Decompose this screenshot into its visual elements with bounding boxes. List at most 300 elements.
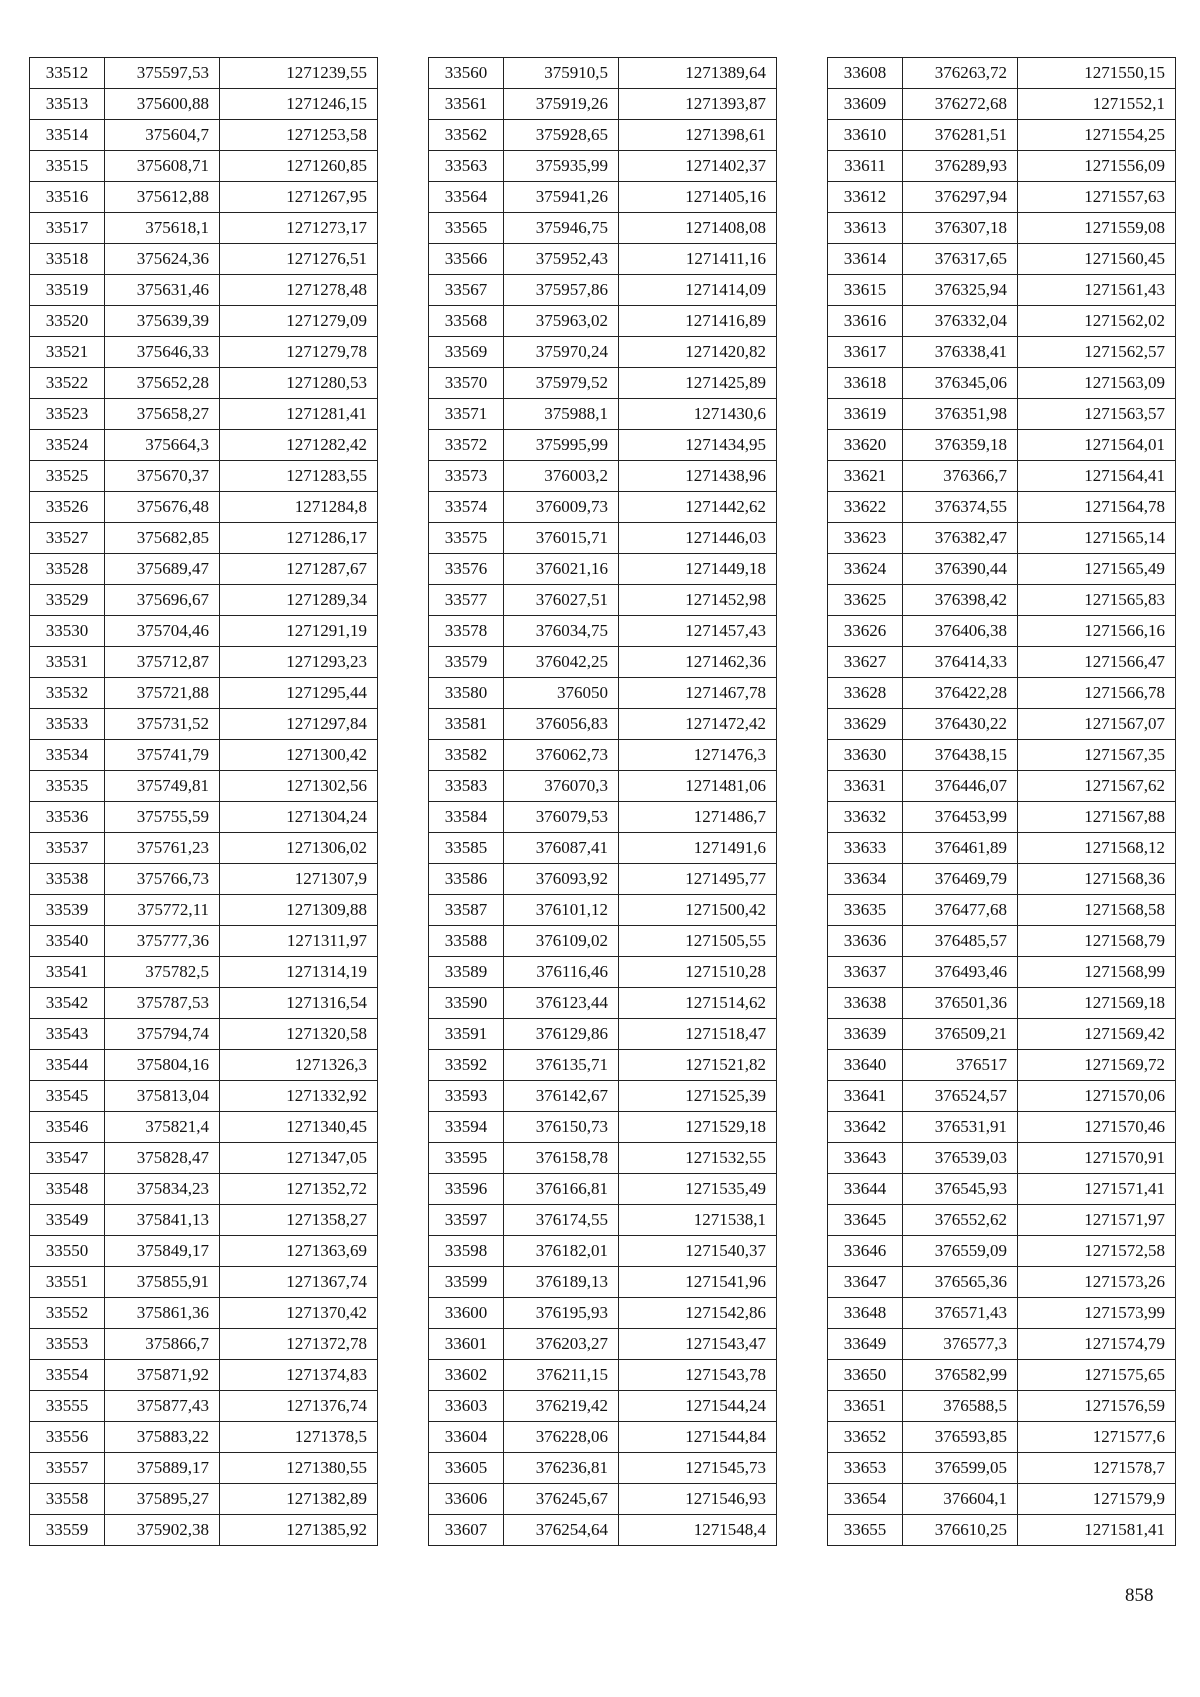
point-number-cell: 33615 <box>828 275 903 306</box>
table-row <box>429 1515 777 1546</box>
point-number-cell: 33646 <box>828 1236 903 1267</box>
table-row <box>429 1329 777 1360</box>
x-coordinate-cell: 375612,88 <box>105 182 220 213</box>
table-row <box>30 1081 378 1112</box>
x-coordinate-cell: 375731,52 <box>105 709 220 740</box>
x-coordinate-cell: 375813,04 <box>105 1081 220 1112</box>
x-coordinate-cell: 376565,36 <box>903 1267 1018 1298</box>
x-coordinate-cell: 375849,17 <box>105 1236 220 1267</box>
x-coordinate-cell: 375658,27 <box>105 399 220 430</box>
y-coordinate-cell: 1271311,97 <box>220 926 378 957</box>
point-number-cell: 33514 <box>30 120 105 151</box>
y-coordinate-cell: 1271358,27 <box>220 1205 378 1236</box>
y-coordinate-cell: 1271405,16 <box>619 182 777 213</box>
table-row <box>429 1050 777 1081</box>
point-number-cell: 33636 <box>828 926 903 957</box>
y-coordinate-cell: 1271347,05 <box>220 1143 378 1174</box>
y-coordinate-cell: 1271535,49 <box>619 1174 777 1205</box>
x-coordinate-cell: 376599,05 <box>903 1453 1018 1484</box>
table-row <box>429 678 777 709</box>
x-coordinate-cell: 376021,16 <box>504 554 619 585</box>
table-row <box>429 926 777 957</box>
point-number-cell: 33598 <box>429 1236 504 1267</box>
table-row <box>828 1019 1176 1050</box>
point-number-cell: 33562 <box>429 120 504 151</box>
point-number-cell: 33593 <box>429 1081 504 1112</box>
table-row <box>828 585 1176 616</box>
table-row <box>30 1050 378 1081</box>
y-coordinate-cell: 1271398,61 <box>619 120 777 151</box>
point-number-cell: 33559 <box>30 1515 105 1546</box>
table-row <box>30 1019 378 1050</box>
point-number-cell: 33565 <box>429 213 504 244</box>
point-number-cell: 33516 <box>30 182 105 213</box>
y-coordinate-cell: 1271253,58 <box>220 120 378 151</box>
table-row <box>30 182 378 213</box>
point-number-cell: 33574 <box>429 492 504 523</box>
x-coordinate-cell: 376245,67 <box>504 1484 619 1515</box>
point-number-cell: 33594 <box>429 1112 504 1143</box>
point-number-cell: 33561 <box>429 89 504 120</box>
coordinate-table-2 <box>428 57 777 1546</box>
point-number-cell: 33599 <box>429 1267 504 1298</box>
x-coordinate-cell: 376571,43 <box>903 1298 1018 1329</box>
table-row <box>828 926 1176 957</box>
x-coordinate-cell: 376317,65 <box>903 244 1018 275</box>
x-coordinate-cell: 375782,5 <box>105 957 220 988</box>
x-coordinate-cell: 375639,39 <box>105 306 220 337</box>
x-coordinate-cell: 375696,67 <box>105 585 220 616</box>
table-row <box>30 1112 378 1143</box>
y-coordinate-cell: 1271571,97 <box>1018 1205 1176 1236</box>
point-number-cell: 33611 <box>828 151 903 182</box>
point-number-cell: 33522 <box>30 368 105 399</box>
table-row <box>429 616 777 647</box>
table-row <box>30 1298 378 1329</box>
table-row <box>828 368 1176 399</box>
table-row <box>30 802 378 833</box>
table-row <box>828 1391 1176 1422</box>
x-coordinate-cell: 375749,81 <box>105 771 220 802</box>
table-row <box>429 864 777 895</box>
point-number-cell: 33627 <box>828 647 903 678</box>
table-row <box>30 1360 378 1391</box>
point-number-cell: 33519 <box>30 275 105 306</box>
point-number-cell: 33647 <box>828 1267 903 1298</box>
y-coordinate-cell: 1271300,42 <box>220 740 378 771</box>
y-coordinate-cell: 1271581,41 <box>1018 1515 1176 1546</box>
table-row <box>30 89 378 120</box>
x-coordinate-cell: 376351,98 <box>903 399 1018 430</box>
y-coordinate-cell: 1271495,77 <box>619 864 777 895</box>
x-coordinate-cell: 376446,07 <box>903 771 1018 802</box>
point-number-cell: 33600 <box>429 1298 504 1329</box>
point-number-cell: 33648 <box>828 1298 903 1329</box>
x-coordinate-cell: 375787,53 <box>105 988 220 1019</box>
point-number-cell: 33645 <box>828 1205 903 1236</box>
y-coordinate-cell: 1271563,09 <box>1018 368 1176 399</box>
y-coordinate-cell: 1271562,02 <box>1018 306 1176 337</box>
x-coordinate-cell: 376101,12 <box>504 895 619 926</box>
x-coordinate-cell: 375910,5 <box>504 58 619 89</box>
point-number-cell: 33621 <box>828 461 903 492</box>
point-number-cell: 33569 <box>429 337 504 368</box>
y-coordinate-cell: 1271570,06 <box>1018 1081 1176 1112</box>
y-coordinate-cell: 1271452,98 <box>619 585 777 616</box>
table-row <box>828 895 1176 926</box>
point-number-cell: 33560 <box>429 58 504 89</box>
y-coordinate-cell: 1271562,57 <box>1018 337 1176 368</box>
x-coordinate-cell: 375946,75 <box>504 213 619 244</box>
y-coordinate-cell: 1271568,12 <box>1018 833 1176 864</box>
table-row <box>828 461 1176 492</box>
point-number-cell: 33633 <box>828 833 903 864</box>
y-coordinate-cell: 1271287,67 <box>220 554 378 585</box>
table-row <box>828 709 1176 740</box>
y-coordinate-cell: 1271561,43 <box>1018 275 1176 306</box>
x-coordinate-cell: 375861,36 <box>105 1298 220 1329</box>
table-row <box>828 1174 1176 1205</box>
x-coordinate-cell: 375979,52 <box>504 368 619 399</box>
y-coordinate-cell: 1271385,92 <box>220 1515 378 1546</box>
point-number-cell: 33512 <box>30 58 105 89</box>
table-row <box>30 1515 378 1546</box>
table-row <box>828 244 1176 275</box>
x-coordinate-cell: 376539,03 <box>903 1143 1018 1174</box>
y-coordinate-cell: 1271280,53 <box>220 368 378 399</box>
table-row <box>30 1329 378 1360</box>
point-number-cell: 33567 <box>429 275 504 306</box>
table-row <box>30 306 378 337</box>
table-row <box>429 1174 777 1205</box>
x-coordinate-cell: 376062,73 <box>504 740 619 771</box>
y-coordinate-cell: 1271529,18 <box>619 1112 777 1143</box>
y-coordinate-cell: 1271579,9 <box>1018 1484 1176 1515</box>
x-coordinate-cell: 376150,73 <box>504 1112 619 1143</box>
x-coordinate-cell: 376509,21 <box>903 1019 1018 1050</box>
table-row <box>429 647 777 678</box>
table-row <box>429 1236 777 1267</box>
table-row <box>828 213 1176 244</box>
point-number-cell: 33605 <box>429 1453 504 1484</box>
y-coordinate-cell: 1271284,8 <box>220 492 378 523</box>
table-row <box>30 833 378 864</box>
x-coordinate-cell: 375618,1 <box>105 213 220 244</box>
x-coordinate-cell: 376009,73 <box>504 492 619 523</box>
x-coordinate-cell: 375841,13 <box>105 1205 220 1236</box>
y-coordinate-cell: 1271550,15 <box>1018 58 1176 89</box>
table-row <box>429 523 777 554</box>
point-number-cell: 33613 <box>828 213 903 244</box>
point-number-cell: 33536 <box>30 802 105 833</box>
x-coordinate-cell: 376236,81 <box>504 1453 619 1484</box>
y-coordinate-cell: 1271273,17 <box>220 213 378 244</box>
x-coordinate-cell: 376015,71 <box>504 523 619 554</box>
x-coordinate-cell: 375600,88 <box>105 89 220 120</box>
table-row <box>828 616 1176 647</box>
y-coordinate-cell: 1271544,84 <box>619 1422 777 1453</box>
point-number-cell: 33603 <box>429 1391 504 1422</box>
table-row <box>429 151 777 182</box>
x-coordinate-cell: 376203,27 <box>504 1329 619 1360</box>
point-number-cell: 33526 <box>30 492 105 523</box>
table-row <box>828 1112 1176 1143</box>
x-coordinate-cell: 375761,23 <box>105 833 220 864</box>
table-row <box>828 430 1176 461</box>
table-row <box>828 58 1176 89</box>
y-coordinate-cell: 1271306,02 <box>220 833 378 864</box>
y-coordinate-cell: 1271367,74 <box>220 1267 378 1298</box>
table-row <box>429 585 777 616</box>
y-coordinate-cell: 1271382,89 <box>220 1484 378 1515</box>
x-coordinate-cell: 376129,86 <box>504 1019 619 1050</box>
y-coordinate-cell: 1271560,45 <box>1018 244 1176 275</box>
table-row <box>828 1453 1176 1484</box>
point-number-cell: 33535 <box>30 771 105 802</box>
y-coordinate-cell: 1271569,18 <box>1018 988 1176 1019</box>
y-coordinate-cell: 1271576,59 <box>1018 1391 1176 1422</box>
point-number-cell: 33545 <box>30 1081 105 1112</box>
x-coordinate-cell: 376079,53 <box>504 802 619 833</box>
point-number-cell: 33610 <box>828 120 903 151</box>
y-coordinate-cell: 1271481,06 <box>619 771 777 802</box>
y-coordinate-cell: 1271573,99 <box>1018 1298 1176 1329</box>
x-coordinate-cell: 376485,57 <box>903 926 1018 957</box>
x-coordinate-cell: 376517 <box>903 1050 1018 1081</box>
point-number-cell: 33578 <box>429 616 504 647</box>
table-row <box>828 957 1176 988</box>
x-coordinate-cell: 376406,38 <box>903 616 1018 647</box>
table-row <box>828 833 1176 864</box>
table-row <box>429 430 777 461</box>
point-number-cell: 33542 <box>30 988 105 1019</box>
point-number-cell: 33639 <box>828 1019 903 1050</box>
y-coordinate-cell: 1271425,89 <box>619 368 777 399</box>
x-coordinate-cell: 375988,1 <box>504 399 619 430</box>
table-row <box>828 120 1176 151</box>
point-number-cell: 33653 <box>828 1453 903 1484</box>
point-number-cell: 33628 <box>828 678 903 709</box>
y-coordinate-cell: 1271304,24 <box>220 802 378 833</box>
x-coordinate-cell: 375871,92 <box>105 1360 220 1391</box>
y-coordinate-cell: 1271540,37 <box>619 1236 777 1267</box>
point-number-cell: 33570 <box>429 368 504 399</box>
table-row <box>828 1081 1176 1112</box>
point-number-cell: 33635 <box>828 895 903 926</box>
table-row <box>828 1484 1176 1515</box>
y-coordinate-cell: 1271307,9 <box>220 864 378 895</box>
point-number-cell: 33517 <box>30 213 105 244</box>
x-coordinate-cell: 376453,99 <box>903 802 1018 833</box>
y-coordinate-cell: 1271283,55 <box>220 461 378 492</box>
x-coordinate-cell: 375755,59 <box>105 802 220 833</box>
y-coordinate-cell: 1271552,1 <box>1018 89 1176 120</box>
y-coordinate-cell: 1271476,3 <box>619 740 777 771</box>
table-row <box>30 771 378 802</box>
y-coordinate-cell: 1271571,41 <box>1018 1174 1176 1205</box>
point-number-cell: 33602 <box>429 1360 504 1391</box>
table-row <box>828 182 1176 213</box>
x-coordinate-cell: 375712,87 <box>105 647 220 678</box>
table-row <box>429 554 777 585</box>
point-number-cell: 33518 <box>30 244 105 275</box>
point-number-cell: 33577 <box>429 585 504 616</box>
point-number-cell: 33589 <box>429 957 504 988</box>
table-row <box>429 802 777 833</box>
table-row <box>30 1484 378 1515</box>
point-number-cell: 33520 <box>30 306 105 337</box>
point-number-cell: 33601 <box>429 1329 504 1360</box>
y-coordinate-cell: 1271276,51 <box>220 244 378 275</box>
x-coordinate-cell: 375682,85 <box>105 523 220 554</box>
point-number-cell: 33638 <box>828 988 903 1019</box>
x-coordinate-cell: 376254,64 <box>504 1515 619 1546</box>
y-coordinate-cell: 1271486,7 <box>619 802 777 833</box>
y-coordinate-cell: 1271573,26 <box>1018 1267 1176 1298</box>
point-number-cell: 33548 <box>30 1174 105 1205</box>
x-coordinate-cell: 375928,65 <box>504 120 619 151</box>
point-number-cell: 33591 <box>429 1019 504 1050</box>
x-coordinate-cell: 375646,33 <box>105 337 220 368</box>
x-coordinate-cell: 376297,94 <box>903 182 1018 213</box>
x-coordinate-cell: 376593,85 <box>903 1422 1018 1453</box>
y-coordinate-cell: 1271572,58 <box>1018 1236 1176 1267</box>
point-number-cell: 33642 <box>828 1112 903 1143</box>
y-coordinate-cell: 1271309,88 <box>220 895 378 926</box>
y-coordinate-cell: 1271457,43 <box>619 616 777 647</box>
point-number-cell: 33634 <box>828 864 903 895</box>
x-coordinate-cell: 375970,24 <box>504 337 619 368</box>
x-coordinate-cell: 376263,72 <box>903 58 1018 89</box>
y-coordinate-cell: 1271326,3 <box>220 1050 378 1081</box>
point-number-cell: 33637 <box>828 957 903 988</box>
table-row <box>30 1267 378 1298</box>
y-coordinate-cell: 1271467,78 <box>619 678 777 709</box>
table-row <box>429 213 777 244</box>
point-number-cell: 33629 <box>828 709 903 740</box>
point-number-cell: 33609 <box>828 89 903 120</box>
table-row <box>429 1298 777 1329</box>
table-row <box>429 1267 777 1298</box>
x-coordinate-cell: 375664,3 <box>105 430 220 461</box>
table-row <box>30 461 378 492</box>
point-number-cell: 33515 <box>30 151 105 182</box>
y-coordinate-cell: 1271393,87 <box>619 89 777 120</box>
x-coordinate-cell: 376093,92 <box>504 864 619 895</box>
x-coordinate-cell: 376070,3 <box>504 771 619 802</box>
table-row <box>828 399 1176 430</box>
table-row <box>30 523 378 554</box>
point-number-cell: 33608 <box>828 58 903 89</box>
y-coordinate-cell: 1271521,82 <box>619 1050 777 1081</box>
y-coordinate-cell: 1271538,1 <box>619 1205 777 1236</box>
point-number-cell: 33525 <box>30 461 105 492</box>
x-coordinate-cell: 375772,11 <box>105 895 220 926</box>
point-number-cell: 33524 <box>30 430 105 461</box>
x-coordinate-cell: 375624,36 <box>105 244 220 275</box>
y-coordinate-cell: 1271293,23 <box>220 647 378 678</box>
table-row <box>30 213 378 244</box>
table-row <box>828 492 1176 523</box>
table-row <box>30 895 378 926</box>
x-coordinate-cell: 375866,7 <box>105 1329 220 1360</box>
table-row <box>429 1081 777 1112</box>
point-number-cell: 33513 <box>30 89 105 120</box>
x-coordinate-cell: 376382,47 <box>903 523 1018 554</box>
y-coordinate-cell: 1271286,17 <box>220 523 378 554</box>
point-number-cell: 33557 <box>30 1453 105 1484</box>
table-row <box>828 1360 1176 1391</box>
x-coordinate-cell: 375670,37 <box>105 461 220 492</box>
y-coordinate-cell: 1271570,91 <box>1018 1143 1176 1174</box>
x-coordinate-cell: 375676,48 <box>105 492 220 523</box>
table-row <box>30 1174 378 1205</box>
table-row <box>828 864 1176 895</box>
y-coordinate-cell: 1271557,63 <box>1018 182 1176 213</box>
point-number-cell: 33586 <box>429 864 504 895</box>
point-number-cell: 33625 <box>828 585 903 616</box>
x-coordinate-cell: 376123,44 <box>504 988 619 1019</box>
y-coordinate-cell: 1271554,25 <box>1018 120 1176 151</box>
x-coordinate-cell: 376366,7 <box>903 461 1018 492</box>
point-number-cell: 33587 <box>429 895 504 926</box>
y-coordinate-cell: 1271380,55 <box>220 1453 378 1484</box>
y-coordinate-cell: 1271402,37 <box>619 151 777 182</box>
point-number-cell: 33550 <box>30 1236 105 1267</box>
table-row <box>429 1360 777 1391</box>
point-number-cell: 33606 <box>429 1484 504 1515</box>
y-coordinate-cell: 1271462,36 <box>619 647 777 678</box>
point-number-cell: 33534 <box>30 740 105 771</box>
y-coordinate-cell: 1271372,78 <box>220 1329 378 1360</box>
point-number-cell: 33531 <box>30 647 105 678</box>
y-coordinate-cell: 1271510,28 <box>619 957 777 988</box>
point-number-cell: 33546 <box>30 1112 105 1143</box>
point-number-cell: 33537 <box>30 833 105 864</box>
y-coordinate-cell: 1271575,65 <box>1018 1360 1176 1391</box>
y-coordinate-cell: 1271434,95 <box>619 430 777 461</box>
point-number-cell: 33529 <box>30 585 105 616</box>
y-coordinate-cell: 1271378,5 <box>220 1422 378 1453</box>
table-row <box>429 833 777 864</box>
y-coordinate-cell: 1271548,4 <box>619 1515 777 1546</box>
table-row <box>429 771 777 802</box>
x-coordinate-cell: 375689,47 <box>105 554 220 585</box>
table-row <box>828 771 1176 802</box>
y-coordinate-cell: 1271416,89 <box>619 306 777 337</box>
y-coordinate-cell: 1271505,55 <box>619 926 777 957</box>
table-row <box>30 864 378 895</box>
point-number-cell: 33564 <box>429 182 504 213</box>
y-coordinate-cell: 1271566,16 <box>1018 616 1176 647</box>
x-coordinate-cell: 376332,04 <box>903 306 1018 337</box>
y-coordinate-cell: 1271376,74 <box>220 1391 378 1422</box>
point-number-cell: 33571 <box>429 399 504 430</box>
y-coordinate-cell: 1271567,07 <box>1018 709 1176 740</box>
point-number-cell: 33592 <box>429 1050 504 1081</box>
point-number-cell: 33539 <box>30 895 105 926</box>
table-row <box>429 1484 777 1515</box>
y-coordinate-cell: 1271267,95 <box>220 182 378 213</box>
table-row <box>30 492 378 523</box>
y-coordinate-cell: 1271566,78 <box>1018 678 1176 709</box>
point-number-cell: 33616 <box>828 306 903 337</box>
table-row <box>30 244 378 275</box>
point-number-cell: 33581 <box>429 709 504 740</box>
y-coordinate-cell: 1271279,09 <box>220 306 378 337</box>
table-row <box>429 58 777 89</box>
table-row <box>828 647 1176 678</box>
